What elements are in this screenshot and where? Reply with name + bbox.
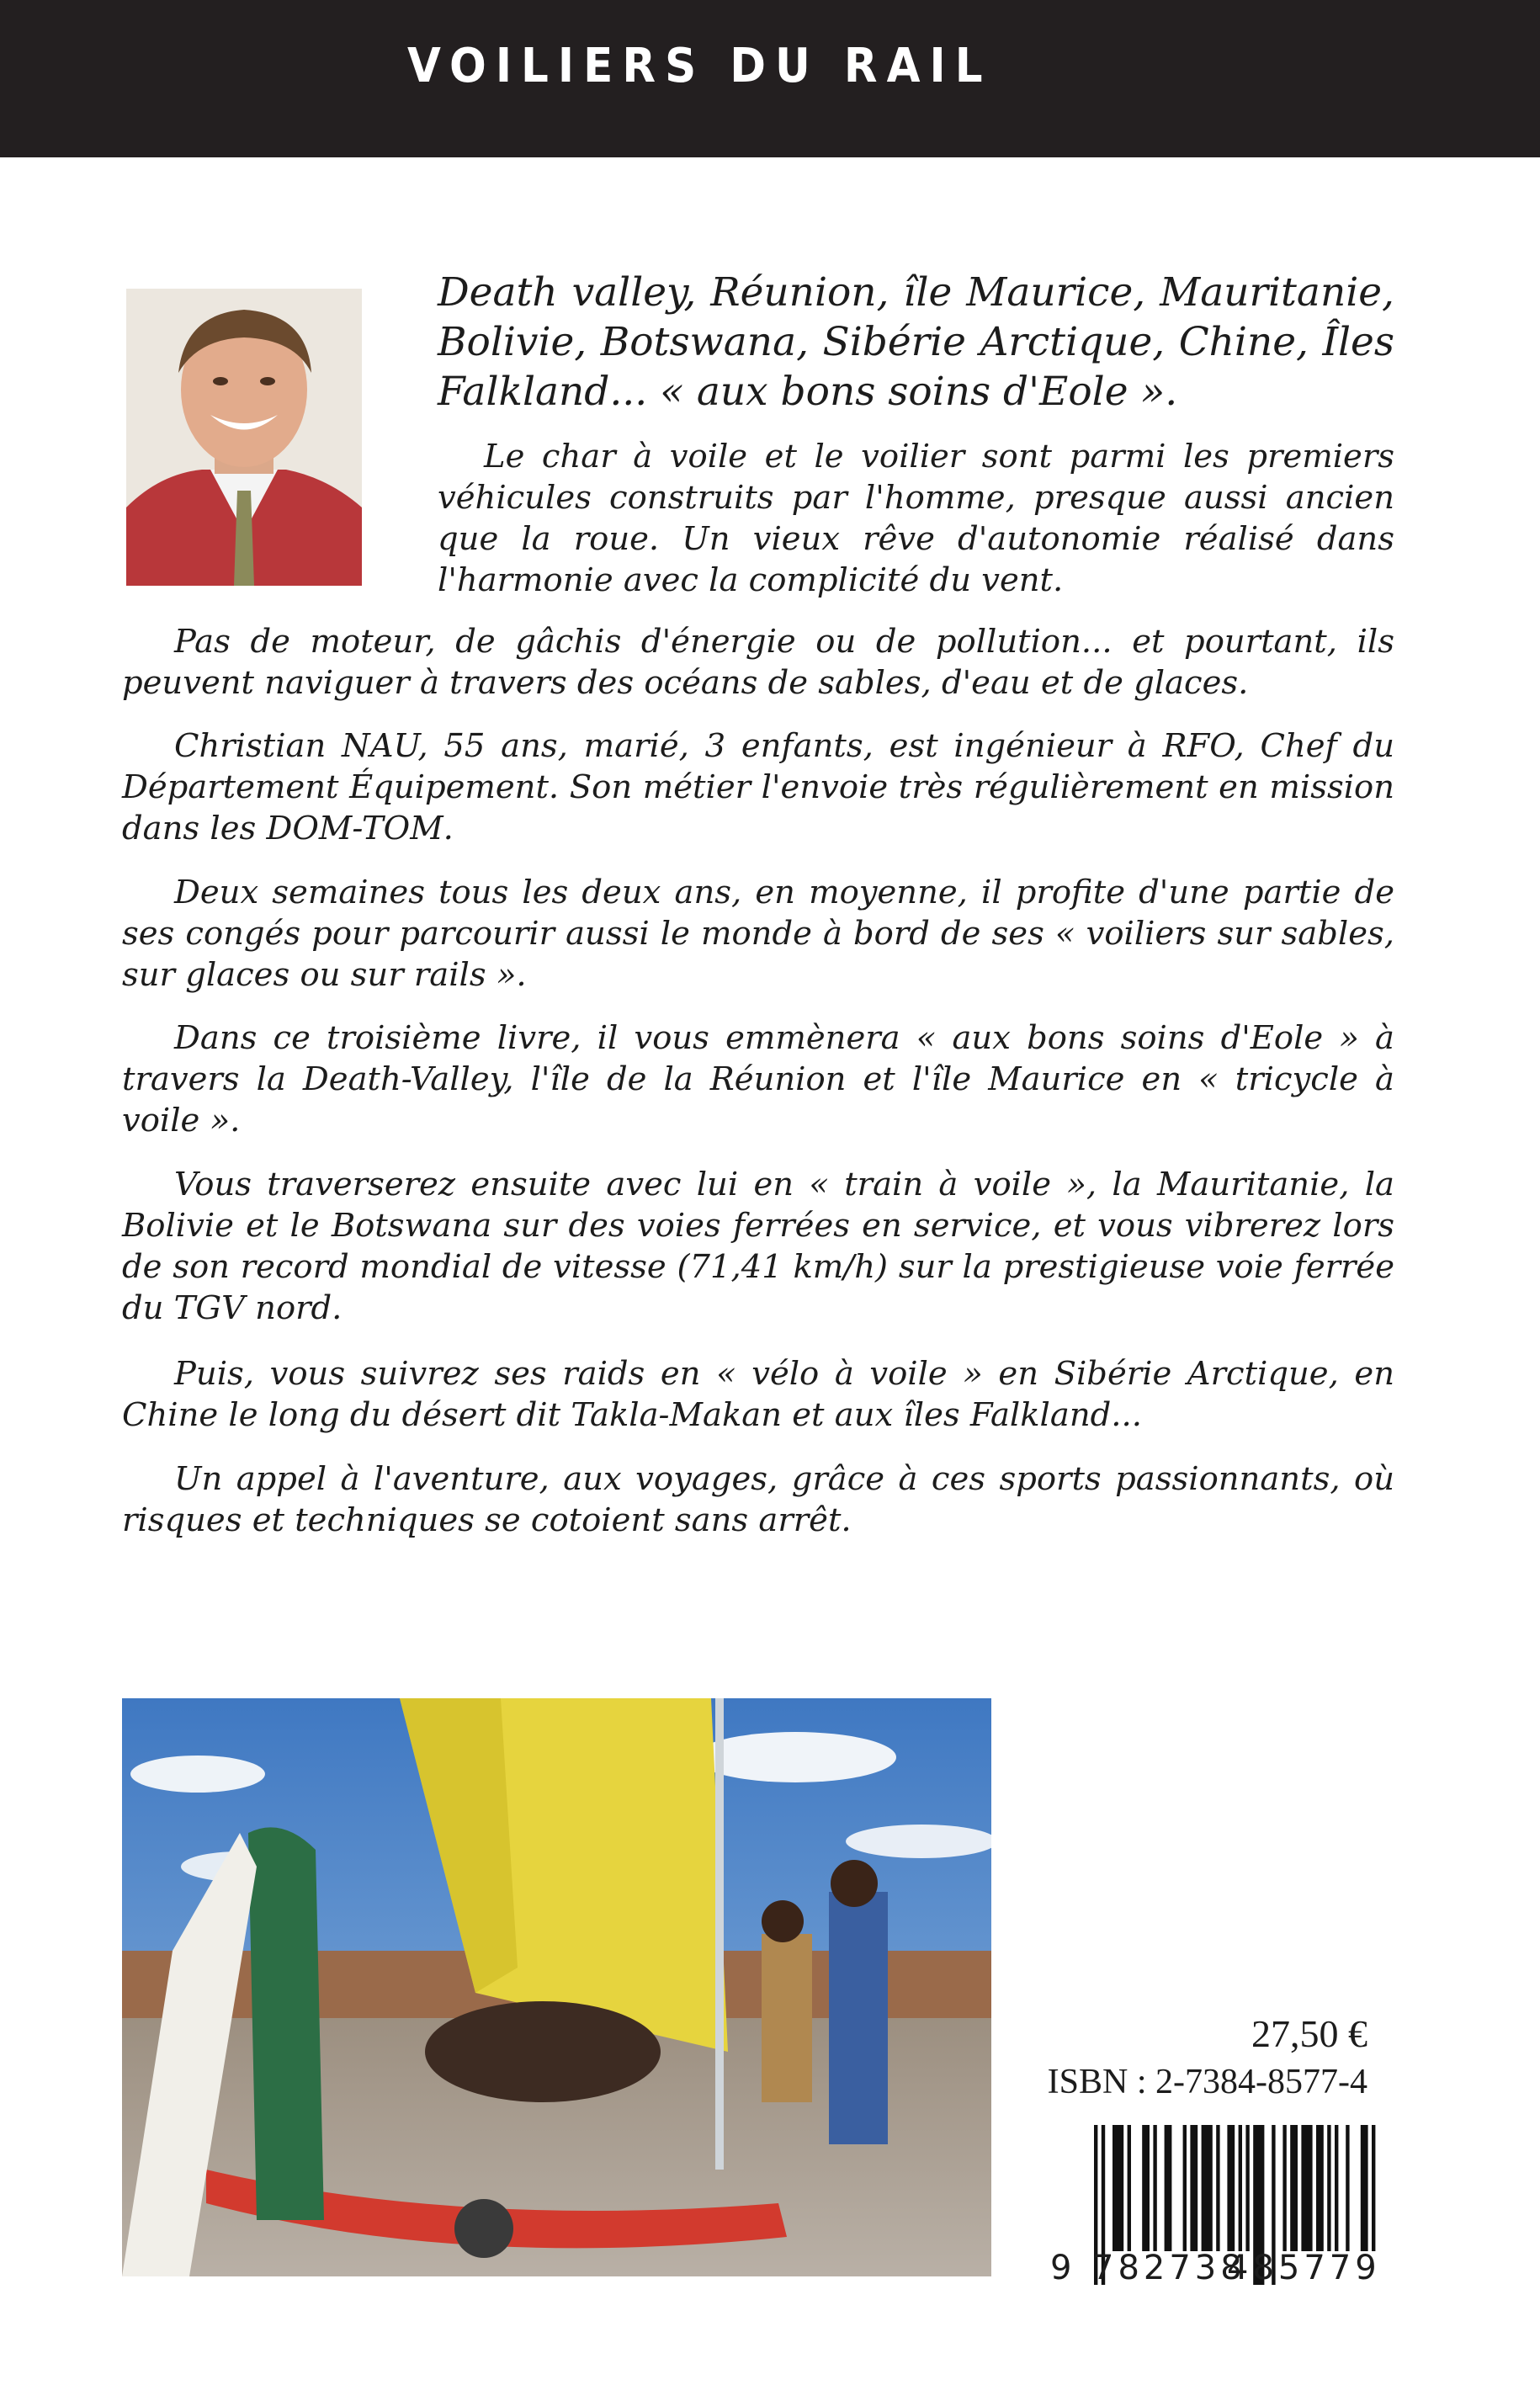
paragraph: Un appel à l'aventure, aux voyages, grâce à ces sports passionnants, où risques et techniques se cotoient sans arrêt.: [122, 1460, 1394, 1539]
barcode-bar: [1227, 2125, 1235, 2251]
paragraph: Pas de moteur, de gâchis d'énergie ou de pollution... et pourtant, ils peuvent naviguer à travers des océans de sables, d'eau et de glaces.: [122, 623, 1394, 702]
barcode-bar: [1290, 2125, 1298, 2251]
barcode-bar: [1216, 2125, 1219, 2251]
barcode-bar: [1153, 2125, 1156, 2251]
barcode-bar: [1327, 2125, 1330, 2251]
barcode-digits-right: 485779: [1227, 2249, 1381, 2287]
barcode-bar: [1316, 2125, 1324, 2251]
barcode-bar: [1113, 2125, 1123, 2251]
barcode-bar: [1372, 2125, 1375, 2251]
barcode-bar: [1183, 2125, 1187, 2251]
paragraph: Le char à voile et le voilier sont parmi les premiers véhicules construits par l'homme, presque aussi ancien que la roue. Un vieux rêve d'autonomie réalisé dans l'harmonie avec la complicité du vent.: [438, 438, 1394, 599]
barcode-bar: [1239, 2125, 1242, 2251]
barcode-bar: [1128, 2125, 1131, 2251]
barcode-bar: [1361, 2125, 1368, 2251]
paragraph: Vous traverserez ensuite avec lui en « train à voile », la Mauritanie, la Bolivie et le Botswana sur des voies ferrées en service, et vous vibrerez lors de son record mondial de vitesse (71,41 km/h) sur la prestigieuse voie ferrée du TGV nord.: [122, 1166, 1394, 1327]
book-title: VOILIERS DU RAIL: [407, 39, 992, 93]
price: 27,50 €: [1251, 2012, 1367, 2055]
author-portrait: [126, 289, 362, 586]
barcode-bar: [1245, 2125, 1249, 2251]
paragraph: Christian NAU, 55 ans, marié, 3 enfants, est ingénieur à RFO, Chef du Département Équipement. Son métier l'envoie très régulièrement en mission dans les DOM-TOM.: [122, 727, 1394, 847]
rail-sailboat-photo: [122, 1698, 991, 2276]
barcode-bar: [1282, 2125, 1286, 2251]
barcode-bar: [1202, 2125, 1213, 2251]
barcode-digits-left: 782738: [1092, 2249, 1246, 2287]
intro-destinations: Death valley, Réunion, île Maurice, Mauritanie, Bolivie, Botswana, Sibérie Arctique, Chine, Îles Falkland... « aux bons soins d'Eole ».: [438, 269, 1394, 415]
barcode-bar: [1142, 2125, 1150, 2251]
paragraph: Deux semaines tous les deux ans, en moyenne, il profite d'une partie de ses congés pour parcourir aussi le monde à bord de ses « voiliers sur sables, sur glaces ou sur rails ».: [122, 874, 1394, 994]
barcode-bar: [1165, 2125, 1172, 2251]
barcode-bar: [1335, 2125, 1338, 2251]
header-band: [0, 0, 1540, 157]
paragraph: Puis, vous suivrez ses raids en « vélo à voile » en Sibérie Arctique, en Chine le long du désert dit Takla-Makan et aux îles Falkland...: [122, 1355, 1394, 1434]
barcode-bar: [1301, 2125, 1312, 2251]
isbn: ISBN : 2-7384-8577-4: [1047, 2063, 1367, 2101]
barcode-bar: [1190, 2125, 1197, 2251]
barcode-bar: [1346, 2125, 1349, 2251]
barcode-digit-first: 9: [1050, 2249, 1072, 2287]
paragraph: Dans ce troisième livre, il vous emmènera « aux bons soins d'Eole » à travers la Death-Valley, l'île de la Réunion et l'île Maurice en « tricycle à voile ».: [122, 1019, 1394, 1139]
